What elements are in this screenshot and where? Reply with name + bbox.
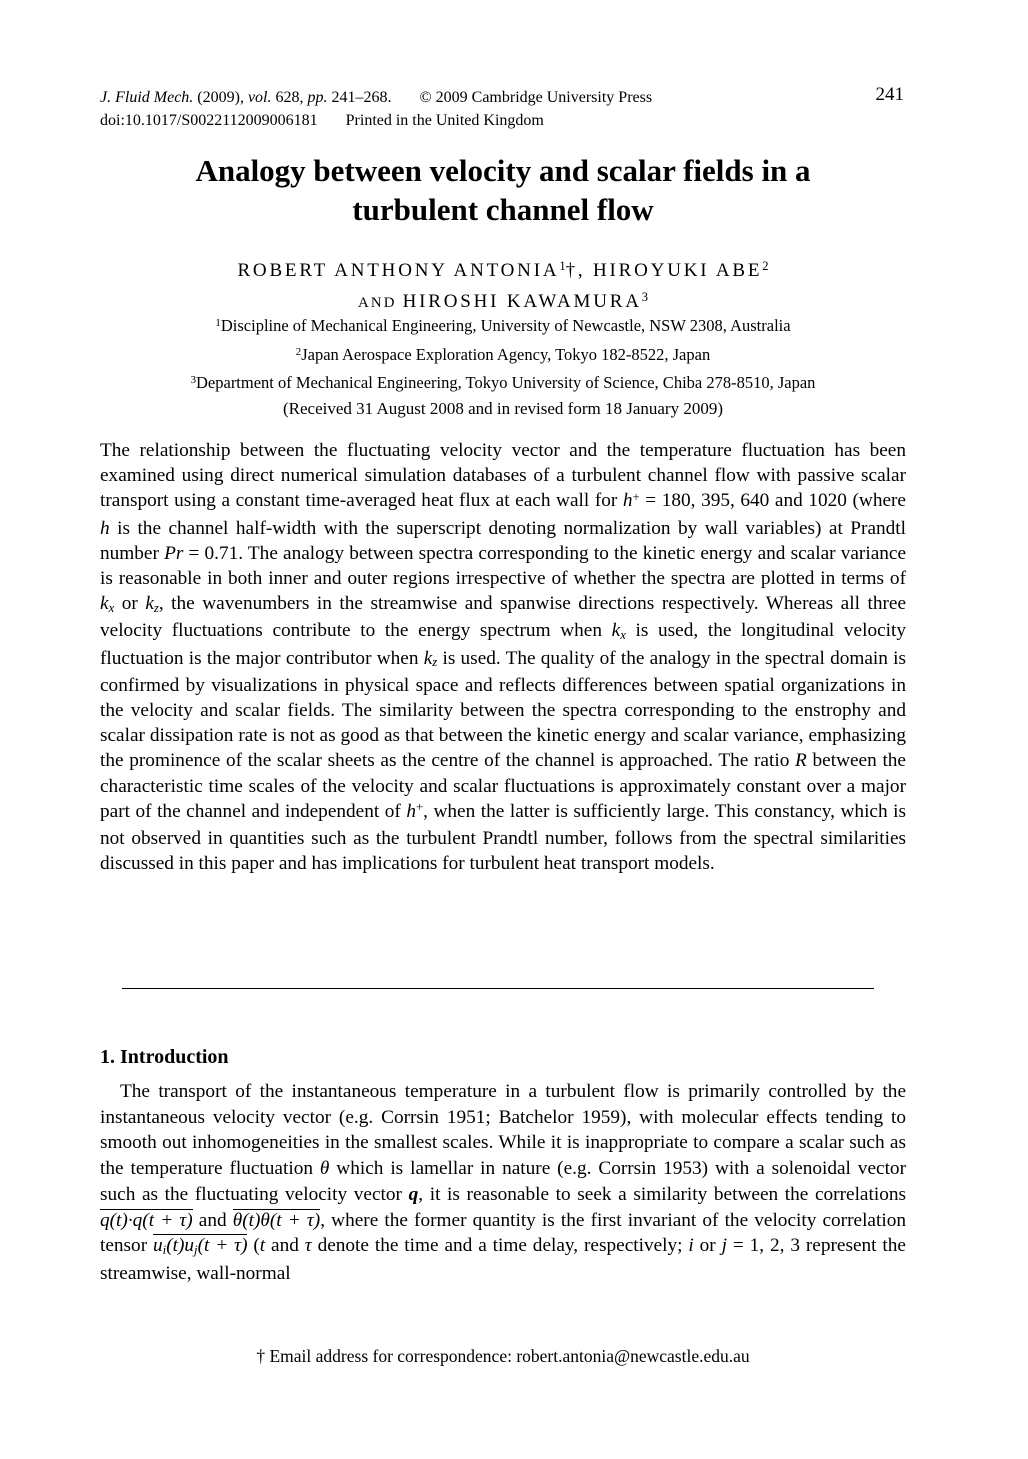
introduction-paragraph: The transport of the instantaneous temperature in a turbulent flow is primarily controlled by the instantaneous velocity vector (e.g. Corrsin 1951; Batchelor 1959), with molecular effects tending to smooth out inhomogeneities in the smallest scales. While it is inappropriate to compare a scalar such as the temperature fluctuation θ which is lamellar in nature (e.g. Corrsin 1953) with a solenoidal vector such as the fluctuating velocity vector q, it is reasonable to seek a similarity between the correlations q(t)·q(t + τ) and θ(t)θ(t + τ), where the former quantity is the first invariant of the velocity correlation tensor ui(t)uj(t + τ) (t and τ denote the time and a time delay, respectively; i or j = 1, 2, 3 represent the streamwise, wall-normal: [100, 1081, 906, 1284]
affiliations-block: [100, 313, 906, 399]
affiliation-2: $^2$Japan Aerospace Exploration Agency, Tokyo 182-8522, Japan: [295, 344, 711, 364]
correspondence-footnote: † Email address for correspondence: robert.antonia@newcastle.edu.au: [256, 1346, 750, 1366]
paper-title: [100, 151, 906, 229]
affiliation-3: $^3$Department of Mechanical Engineering, Tokyo University of Science, Chiba 278-8510, Japan: [190, 373, 816, 392]
section-divider: [122, 988, 874, 989]
affiliation-1: $^1$Discipline of Mechanical Engineering, University of Newcastle, NSW 2308, Australia: [215, 316, 791, 335]
author-line-2: AND HIROSHI KAWAMURA$^3$: [358, 290, 648, 312]
journal-citation-line: J. Fluid Mech. (2009), vol. 628, pp. 241–268. © 2009 Cambridge University Press: [100, 89, 653, 106]
page-number: 241: [875, 84, 904, 105]
author-line-1: ROBERT ANTHONY ANTONIA$^1$†, HIROYUKI ABE$^2$: [237, 259, 769, 281]
paper-title-line-2: turbulent channel flow: [352, 192, 654, 227]
authors-block: [100, 256, 906, 318]
received-date: (Received 31 August 2008 and in revised form 18 January 2009): [282, 399, 724, 418]
section-1-heading: 1. Introduction: [100, 1046, 229, 1068]
journal-header: [100, 86, 906, 132]
abstract-paragraph: The relationship between the fluctuating velocity vector and the temperature fluctuation has been examined using direct numerical simulation databases of a turbulent channel flow with passive scalar transport using a constant time-averaged heat flux at each wall for h+ = 180, 395, 640 and 1020 (where h is the channel half-width with the superscript denoting normalization by wall variables) at Prandtl number Pr = 0.71. The analogy between spectra corresponding to the kinetic energy and scalar variance is reasonable in both inner and outer regions irrespective of whether the spectra are plotted in terms of kx or kz, the wavenumbers in the streamwise and spanwise directions respectively. Whereas all three velocity fluctuations contribute to the energy spectrum when kx is used, the longitudinal velocity fluctuation is the major contributor when kz is used. The quality of the analogy in the spectral domain is confirmed by visualizations in physical space and reflects differences between spatial organizations in the velocity and scalar fields. The similarity between the spectra corresponding to the enstrophy and scalar dissipation rate is not as good as that between the kinetic energy and scalar variance, emphasizing the prominence of the scalar sheets as the centre of the channel is approached. The ratio R between the characteristic time scales of the velocity and scalar fluctuations is approximately constant over a major part of the channel and independent of h+, when the latter is sufficiently large. This constancy, which is not observed in quantities such as the turbulent Prandtl number, follows from the spectral similarities discussed in this paper and has implications for turbulent heat transport models.: [100, 440, 907, 875]
paper-title-line-1: Analogy between velocity and scalar fields in a: [195, 153, 811, 188]
doi-line: doi:10.1017/S0022112009006181 Printed in the United Kingdom: [100, 112, 544, 129]
